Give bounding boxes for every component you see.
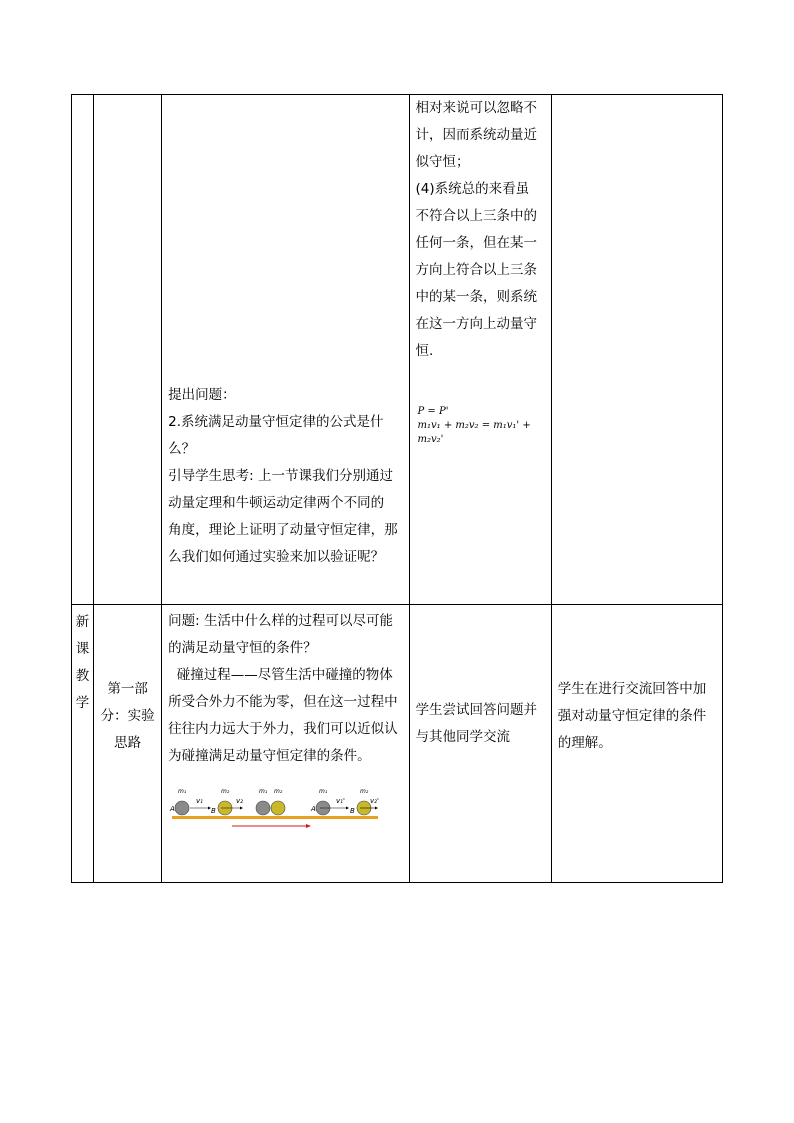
- text-line: 学生在进行交流回答中加: [557, 681, 707, 697]
- label-m2: m₂: [221, 788, 230, 795]
- text-line: 的满足动量守恒的条件？: [168, 640, 317, 656]
- text-line: 恒.: [415, 343, 434, 359]
- collision-diagram-svg: [168, 784, 388, 834]
- text-line: 分：实验: [100, 708, 155, 724]
- text-line: 新: [75, 614, 90, 630]
- label-a: A: [170, 805, 175, 813]
- velocity-arrow-head: [346, 807, 349, 810]
- row2-col2-cell: [94, 605, 162, 883]
- row1-col2-cell: [94, 95, 162, 605]
- row1-col5-cell: [551, 95, 722, 605]
- table-row: [72, 95, 723, 605]
- guide-question-text: [162, 95, 408, 571]
- text-line: 2.系统满足动量守恒定律的公式是什: [168, 414, 384, 430]
- text-line: 任何一条，但在某一: [415, 235, 537, 251]
- motion-arrow-head: [306, 824, 311, 828]
- lesson-table: [71, 94, 723, 883]
- formula-line: P = P': [417, 406, 449, 417]
- conservation-conditions-text: [410, 95, 551, 365]
- text-line: 的理解。: [557, 735, 612, 751]
- row2-col5-cell: [551, 605, 722, 883]
- text-line: 问题: 生活中什么样的过程可以尽可能: [168, 613, 393, 629]
- text-line: 角度，理论上证明了动量守恒定律，那: [168, 522, 398, 538]
- text-line: 第一部: [107, 681, 148, 697]
- label-m1: m₁: [319, 788, 328, 795]
- text-line: 碰撞过程——尽管生活中碰撞的物体: [168, 667, 393, 683]
- row2-col3-cell: [162, 605, 409, 883]
- label-v2-prime: v₂': [370, 797, 379, 805]
- text-line: 为碰撞满足动量守恒定律的条件。: [168, 748, 371, 764]
- label-v1: v₁: [196, 797, 204, 805]
- row1-col1-cell: [72, 95, 94, 605]
- text-line: 计，因而系统动量近: [415, 127, 537, 143]
- collision-diagram: [168, 784, 408, 838]
- text-line: 中的某一条，则系统: [415, 289, 537, 305]
- text-line: 引导学生思考: 上一节课我们分别通过: [168, 468, 393, 484]
- part-one-label: [94, 605, 161, 757]
- text-line: (4)系统总的来看虽: [415, 181, 530, 197]
- text-line: 方向上符合以上三条: [415, 262, 537, 278]
- text-line: 相对来说可以忽略不: [415, 100, 537, 116]
- section-label-new-lesson: [72, 605, 93, 717]
- row1-col4-cell: [409, 95, 551, 605]
- design-intent-text: [552, 605, 722, 757]
- row2-col4-cell: [409, 605, 551, 883]
- text-line: 提出问题：: [168, 387, 236, 403]
- label-v1-prime: v₁': [336, 797, 345, 805]
- text-line: 教: [75, 668, 90, 684]
- ball-m1-contact: [256, 801, 270, 815]
- velocity-arrow-head: [240, 807, 243, 810]
- label-m2: m₂: [360, 788, 369, 795]
- label-v2: v₂: [236, 797, 244, 805]
- text-line: 学: [75, 695, 90, 711]
- text-line: 在这一方向上动量守: [415, 316, 537, 332]
- row1-col3-cell: [162, 95, 409, 605]
- text-line: 思路: [114, 735, 142, 751]
- text-line: 么？: [168, 441, 196, 457]
- formula-line: m₁v₁ + m₂v₂ = m₁v₁' + m₂v₂': [417, 420, 531, 445]
- text-line: 往往内力远大于外力，我们可以近似认: [168, 721, 398, 737]
- label-a: A: [311, 805, 316, 813]
- text-line: 所受合外力不能为零，但在这一过程中: [168, 694, 398, 710]
- label-b: B: [350, 807, 355, 815]
- text-line: 学生尝试回答问题并: [415, 702, 537, 718]
- text-line: 课: [75, 641, 90, 657]
- ball-m2-contact: [271, 801, 285, 815]
- text-line: 动量定理和牛顿运动定律两个不同的: [168, 495, 385, 511]
- track-bar: [172, 816, 378, 819]
- table-row: [72, 605, 723, 883]
- text-line: 与其他同学交流: [415, 729, 510, 745]
- row2-col1-cell: [72, 605, 94, 883]
- text-line: 不符合以上三条中的: [415, 208, 537, 224]
- collision-explanation-text: [162, 605, 408, 770]
- ball-m1: [175, 801, 189, 815]
- label-m2: m₂: [274, 788, 283, 795]
- label-m1: m₁: [178, 788, 187, 795]
- label-b: B: [211, 807, 216, 815]
- label-m1: m₁: [259, 788, 268, 795]
- text-line: 么我们如何通过实验来加以验证呢？: [168, 549, 385, 565]
- momentum-formula: [410, 405, 551, 447]
- student-activity-text: [410, 605, 551, 751]
- text-line: 似守恒；: [415, 154, 470, 170]
- velocity-arrow-head: [375, 807, 378, 810]
- text-line: 强对动量守恒定律的条件: [557, 708, 707, 724]
